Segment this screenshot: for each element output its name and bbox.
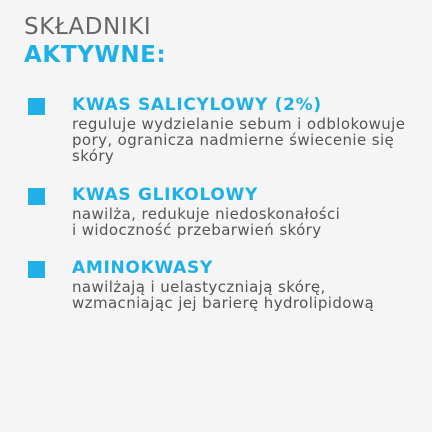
ingredient-description-line: reguluje wydzielanie sebum i odblokowuje: [72, 115, 406, 133]
ingredient-title: KWAS SALICYLOWY (2%): [72, 95, 322, 115]
ingredient-description-line: nawilżają i uelastyczniają skórę,: [72, 278, 326, 296]
heading-line-skladniki: SKŁADNIKI: [24, 14, 152, 40]
ingredient-description-line: wzmacniając jej barierę hydrolipidową: [72, 294, 375, 312]
ingredient-description-line: skóry: [72, 147, 115, 165]
ingredient-description: [72, 279, 374, 311]
ingredient-title: AMINOKWASY: [72, 258, 213, 278]
section-heading: [24, 14, 414, 69]
ingredient-description: [72, 116, 405, 164]
ingredient-title: KWAS GLIKOLOWY: [72, 185, 258, 205]
square-bullet-icon: [28, 188, 45, 205]
square-bullet-icon: [28, 98, 45, 115]
ingredient-description-line: i widoczność przebarwień skóry: [72, 221, 322, 239]
ingredient-description: [72, 206, 340, 238]
heading-line-aktywne: AKTYWNE:: [24, 42, 167, 68]
ingredient-description-line: pory, ogranicza nadmierne świecenie się: [72, 131, 395, 149]
square-bullet-icon: [28, 261, 45, 278]
ingredient-description-line: nawilża, redukuje niedoskonałości: [72, 205, 341, 223]
